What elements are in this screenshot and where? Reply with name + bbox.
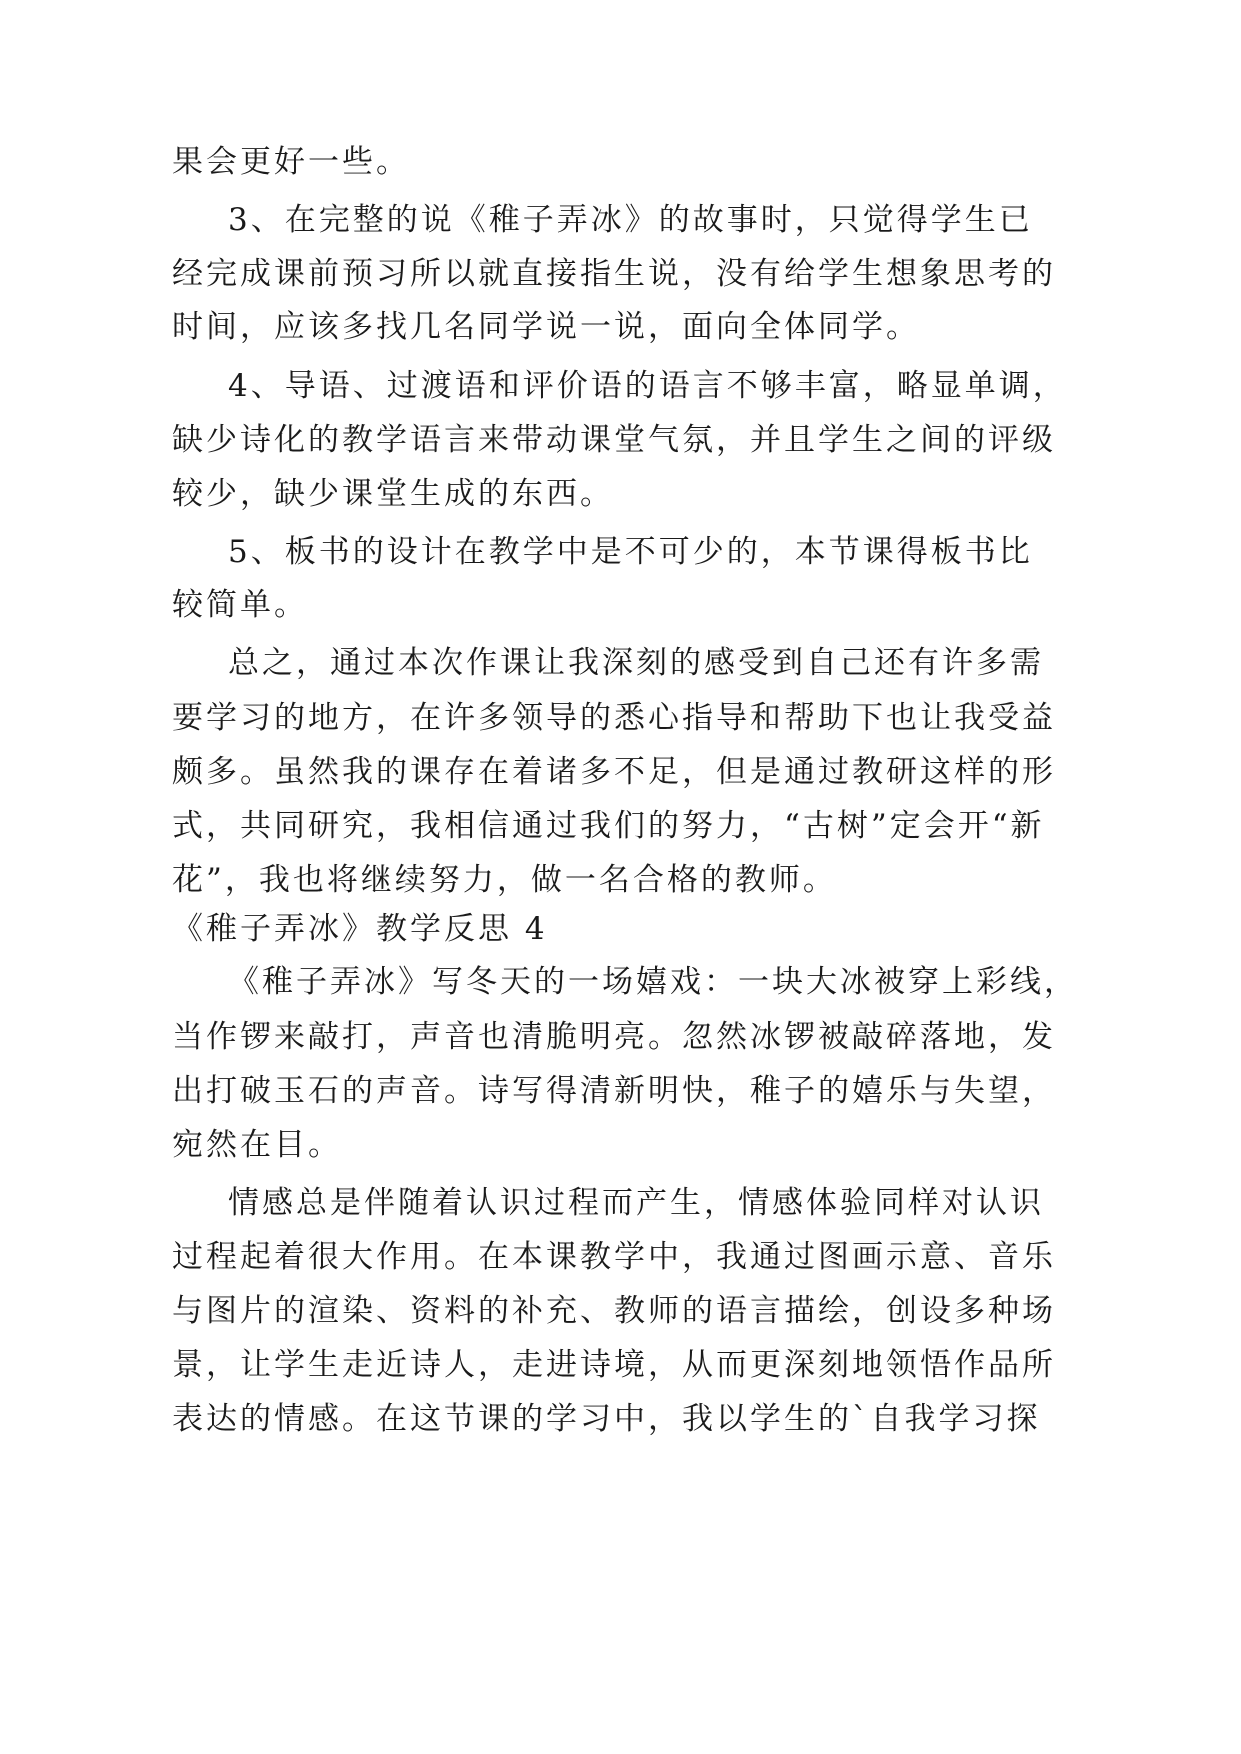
text-line: 缺少诗化的教学语言来带动课堂气氛，并且学生之间的评级 [172,422,1056,458]
text-line: 较简单。 [172,587,308,623]
section-heading: 《稚子弄冰》教学反思 4 [172,911,548,947]
text-line: 《稚子弄冰》写冬天的一场嬉戏：一块大冰被穿上彩线， [228,964,1078,1000]
text-line: 时间，应该多找几名同学说一说，面向全体同学。 [172,309,920,345]
text-line: 当作锣来敲打，声音也清脆明亮。忽然冰锣被敲碎落地，发 [172,1019,1056,1055]
text-line: 3、在完整的说《稚子弄冰》的故事时，只觉得学生已 [228,202,1033,238]
text-line: 宛然在目。 [172,1127,342,1163]
text-line: 较少，缺少课堂生成的东西。 [172,476,614,512]
text-line: 4、导语、过渡语和评价语的语言不够丰富，略显单调， [228,368,1067,404]
text-line: 颇多。虽然我的课存在着诸多不足，但是通过教研这样的形 [172,754,1056,790]
text-line: 与图片的渲染、资料的补充、教师的语言描绘，创设多种场 [172,1293,1056,1329]
text-line: 表达的情感。在这节课的学习中，我以学生的`自我学习探 [172,1401,1041,1437]
text-line: 5、板书的设计在教学中是不可少的，本节课得板书比 [228,534,1033,570]
text-line: 过程起着很大作用。在本课教学中，我通过图画示意、音乐 [172,1239,1056,1275]
text-line: 经完成课前预习所以就直接指生说，没有给学生想象思考的 [172,256,1056,292]
text-line: 总之，通过本次作课让我深刻的感受到自己还有许多需 [228,645,1044,681]
text-line: 出打破玉石的声音。诗写得清新明快，稚子的嬉乐与失望， [172,1073,1056,1109]
text-line: 景，让学生走近诗人，走进诗境，从而更深刻地领悟作品所 [172,1347,1056,1383]
text-line: 要学习的地方，在许多领导的悉心指导和帮助下也让我受益 [172,700,1056,736]
text-line: 花”，我也将继续努力，做一名合格的教师。 [172,862,837,898]
text-line: 果会更好一些。 [172,144,410,180]
text-line: 式，共同研究，我相信通过我们的努力，“古树”定会开“新 [172,808,1045,844]
text-line: 情感总是伴随着认识过程而产生，情感体验同样对认识 [228,1185,1044,1221]
